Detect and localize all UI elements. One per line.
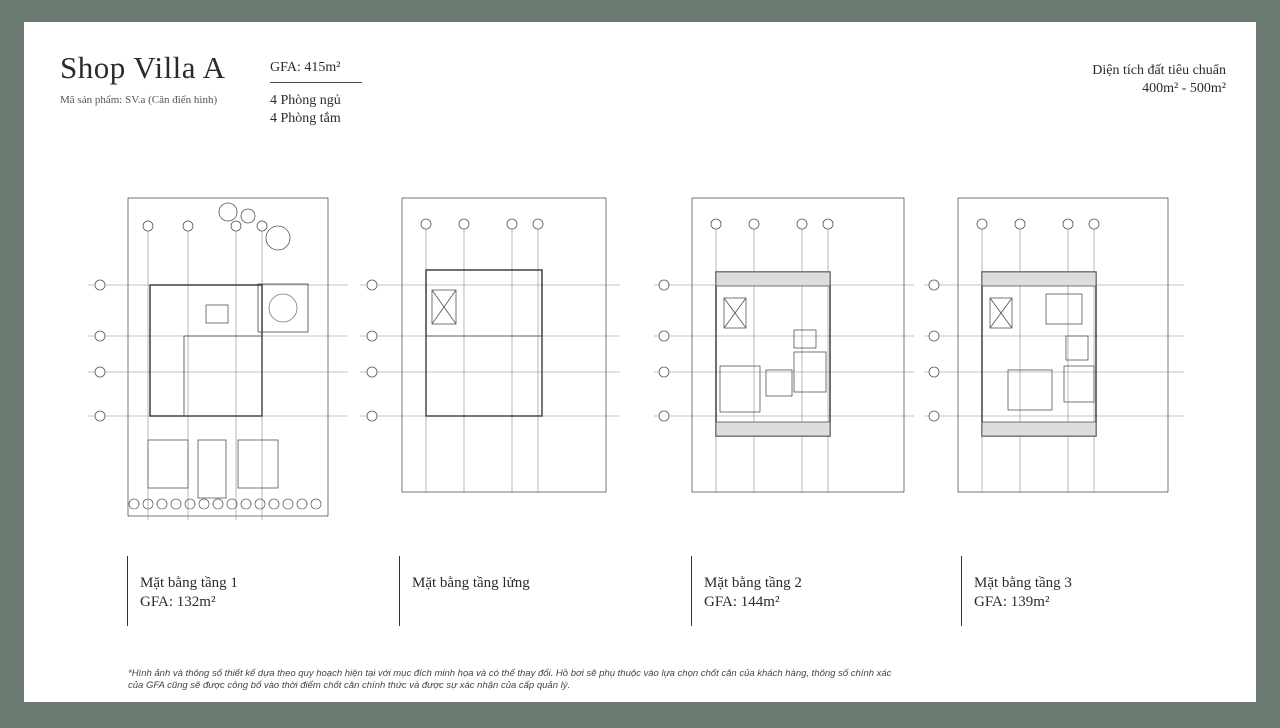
- plan-gfa: GFA: 144m²: [704, 594, 780, 610]
- plan-gfa: GFA: 139m²: [974, 594, 1050, 610]
- brochure-sheet: [24, 22, 1256, 702]
- footnote: [128, 668, 1128, 692]
- floor-plan-1: [88, 190, 348, 520]
- plan-caption-2: [691, 556, 802, 626]
- floor-plan-3: [924, 190, 1184, 520]
- plan-caption-mezzanine: [399, 556, 530, 626]
- plan-name: Mặt bằng tầng 3: [974, 575, 1072, 591]
- total-gfa: GFA: 415m²: [270, 60, 341, 75]
- footnote-line-2: của GFA cũng sẽ được công bố vào thời điểm chốt căn chính thức và được sự xác nhận của cấp quản lý.: [128, 680, 571, 691]
- plan-name: Mặt bằng tầng 2: [704, 575, 802, 591]
- land-area-label: Diện tích đất tiêu chuẩn: [1092, 63, 1226, 78]
- floor-plan-mezzanine: [360, 190, 620, 520]
- bathroom-count: 4 Phòng tắm: [270, 111, 341, 126]
- plan-gfa: GFA: 132m²: [140, 594, 216, 610]
- gfa-divider: [270, 82, 362, 83]
- bedroom-count: 4 Phòng ngủ: [270, 93, 341, 108]
- room-summary: [270, 92, 341, 128]
- land-area-range: 400m² - 500m²: [1142, 81, 1226, 96]
- footnote-line-1: *Hình ảnh và thông số thiết kế dựa theo quy hoạch hiện tại với mục đích minh họa và có thể thay đổi. Hồ bơi sẽ phụ thuộc vào lựa chọn chốt căn của khách hàng, thông số chính xác: [128, 668, 892, 679]
- floor-plan-2: [654, 190, 914, 520]
- page-title: Shop Villa A: [60, 50, 226, 85]
- plan-name: Mặt bằng tầng 1: [140, 575, 238, 591]
- plan-caption-3: [961, 556, 1072, 626]
- plan-caption-1: [127, 556, 238, 626]
- plan-name: Mặt bằng tầng lửng: [412, 575, 530, 591]
- land-area: [1092, 62, 1226, 98]
- product-code: Mã sản phẩm: SV.a (Căn điển hình): [60, 94, 218, 106]
